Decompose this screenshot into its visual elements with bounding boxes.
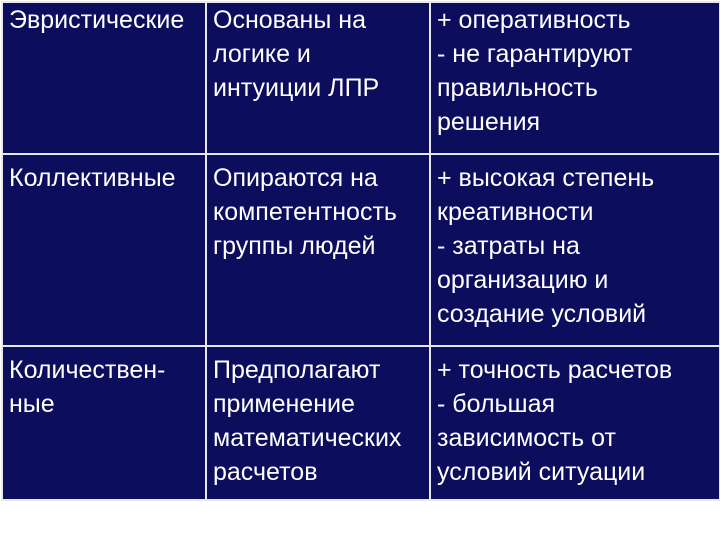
method-assessment-cell: + оперативность - не гарантируют правильность решения	[430, 2, 720, 154]
method-type-cell: Коллективные	[2, 154, 206, 346]
method-type-cell: Количествен- ные	[2, 346, 206, 500]
methods-comparison-table	[1, 1, 720, 501]
method-basis-cell: Предполагают применение математических расчетов	[206, 346, 430, 500]
table-row-heuristic	[2, 2, 720, 154]
method-basis-cell: Основаны на логике и интуиции ЛПР	[206, 2, 430, 154]
table-row-quantitative	[2, 346, 720, 500]
method-type-cell: Эвристические	[2, 2, 206, 154]
method-assessment-cell: + высокая степень креативности - затраты на организацию и создание условий	[430, 154, 720, 346]
method-basis-cell: Опираются на компетентность группы людей	[206, 154, 430, 346]
table-row-collective	[2, 154, 720, 346]
method-assessment-cell: + точность расчетов - большая зависимость от условий ситуации	[430, 346, 720, 500]
